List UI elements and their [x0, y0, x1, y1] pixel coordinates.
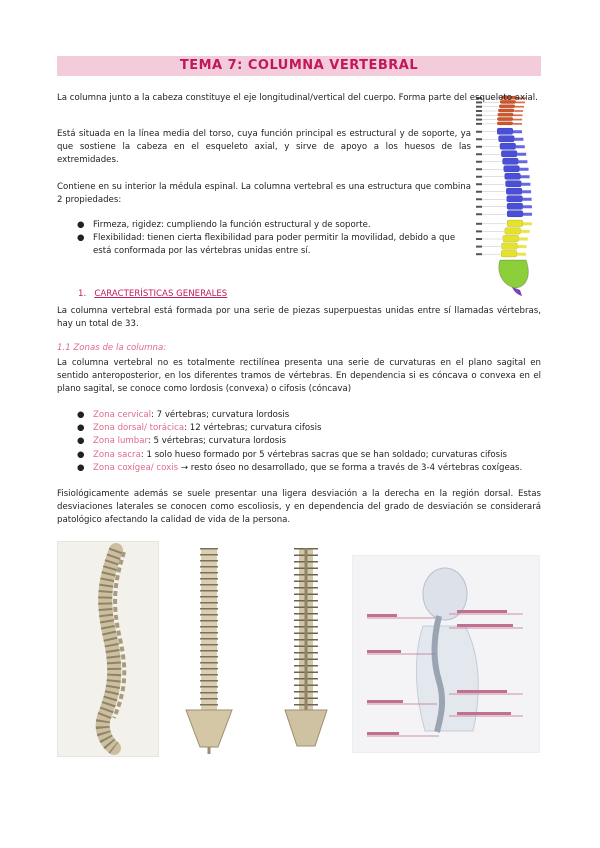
vertebra-process-shape — [514, 114, 523, 116]
zone-item: ● Zona dorsal/ torácica: 12 vértebras; curvatura cifosis — [77, 423, 322, 434]
list-item: ● Flexibilidad: tienen cierta flexibilidad para poder permitir la movilidad, debido a que está conformada por las vértebras unidas entre sí. — [77, 233, 456, 257]
vertebra-process-shape — [523, 213, 532, 216]
vertebra-shape — [497, 117, 513, 120]
vertebra-shape — [507, 196, 523, 203]
vertebra-process-shape — [523, 198, 532, 201]
page-title: TEMA 7: COLUMNA VERTEBRAL — [179, 58, 419, 73]
label-mark — [476, 161, 482, 163]
vertebra-shape — [498, 109, 514, 112]
vertebra-shape — [505, 228, 521, 235]
zone-item: ● Zona cervical: 7 vértebras; curvatura lordosis — [77, 410, 290, 420]
section-paragraph-2: La columna vertebral no es totalmente rectilínea presenta una serie de curvaturas en el plano sagital en sentido anteroposterior, en los diferentes tramos de vértebras. En dependencia si es cóncava o convexa en el plano sagital, se conoce como lordosis (convexa) o cifosis (cóncava) — [57, 358, 541, 395]
label-mark — [476, 206, 482, 208]
label-mark — [476, 153, 482, 155]
vertebra-shape — [505, 181, 521, 188]
vertebra-shape — [498, 136, 514, 143]
label-mark — [476, 191, 482, 193]
vertebra-process-shape — [513, 119, 522, 121]
vertebra-shape — [507, 203, 523, 210]
label-mark — [476, 176, 482, 178]
section-heading: 1. CARACTERÍSTICAS GENERALES — [78, 289, 228, 299]
vertebra-process-shape — [517, 253, 526, 256]
vertebra-shape — [498, 113, 514, 116]
vertebra-shape — [502, 158, 518, 165]
vertebra-process-shape — [515, 106, 524, 108]
vertebra-process-shape — [523, 222, 532, 225]
label-mark — [476, 146, 482, 148]
vertebra-shape — [507, 220, 523, 227]
vertebra-process-shape — [520, 168, 529, 171]
label-mark — [476, 106, 482, 108]
vertebra-shape — [497, 128, 513, 135]
label-mark — [476, 110, 482, 112]
subsection-heading: 1.1 Zonas de la columna: — [57, 343, 167, 353]
properties-list — [75, 219, 471, 259]
label-mark — [476, 198, 482, 200]
vertebra-process-shape — [522, 190, 531, 193]
label-mark — [476, 123, 482, 125]
spine-color-illustration — [474, 92, 546, 300]
list-item: ● Firmeza, rigidez: cumpliendo la función estructural y de soporte. — [77, 220, 371, 230]
vertebra-process-shape — [513, 123, 522, 125]
spine-curvatures-diagram — [352, 555, 540, 753]
spine-posterior-image — [262, 541, 350, 757]
section-paragraph-3: Fisiológicamente además se suele presentar una ligera desviación a la derecha en la región dorsal. Estas desviaciones laterales se conocen como escoliosis, y en dependencia del grado de desviación se considerará patológico afectando la calidad de vida de la persona. — [57, 489, 541, 526]
label-mark — [476, 183, 482, 185]
sacrum-shape — [499, 260, 529, 288]
label-mark — [476, 246, 482, 248]
label-mark — [476, 119, 482, 121]
zone-item: ● Zona lumbar: 5 vértebras; curvatura lordosis — [77, 436, 287, 447]
vertebra-process-shape — [521, 183, 530, 186]
label-mark — [476, 213, 482, 215]
spine-anterior-image — [163, 541, 255, 757]
vertebra-shape — [501, 243, 517, 250]
vertebra-process-shape — [521, 230, 530, 233]
vertebra-process-shape — [519, 237, 528, 240]
label-mark — [476, 138, 482, 140]
spine-lateral-image — [57, 541, 159, 757]
zone-item: ● Zona coxígea/ coxis → resto óseo no desarrollado, que se forma a través de 3-4 vértebras coxígeas. — [77, 462, 523, 473]
vertebra-process-shape — [523, 205, 532, 208]
vertebra-process-shape — [516, 145, 525, 148]
vertebra-process-shape — [521, 175, 530, 178]
label-mark — [476, 238, 482, 240]
intro-paragraph-1: La columna junto a la cabeza constituye el eje longitudinal/vertical del cuerpo. Forma parte del esqueleto axial. — [57, 93, 538, 103]
label-mark — [476, 223, 482, 225]
vertebra-shape — [505, 173, 521, 180]
zones-list — [75, 409, 541, 475]
label-mark — [476, 131, 482, 133]
label-mark — [476, 230, 482, 232]
vertebra-shape — [507, 211, 523, 218]
intro-paragraph-2: Está situada en la línea media del torso, cuya función principal es estructural y de soporte, ya que sostiene la cabeza en el esqueleto axial, y sirve de apoyo a los huesos de las extremidades. — [57, 129, 471, 166]
vertebra-shape — [501, 250, 517, 257]
label-mark — [476, 114, 482, 116]
intro-paragraph-3: Contiene en su interior la médula espinal. La columna vertebral es una estructura que combina 2 propiedades: — [57, 182, 471, 206]
vertebra-shape — [504, 166, 520, 173]
vertebra-process-shape — [514, 110, 523, 112]
vertebra-process-shape — [514, 138, 523, 141]
vertebra-shape — [506, 188, 522, 195]
title-bar — [57, 56, 541, 76]
zone-item: ● Zona sacra: 1 solo hueso formado por 5 vértebras sacras que se han soldado; curvaturas cifosis — [77, 449, 507, 460]
label-mark — [476, 253, 482, 255]
vertebra-shape — [497, 122, 513, 125]
coccyx-shape — [512, 287, 522, 296]
vertebra-shape — [503, 235, 519, 242]
section-paragraph-1: La columna vertebral está formada por una serie de piezas superpuestas unidas entre sí llamadas vértebras, hay un total de 33. — [57, 306, 541, 330]
vertebra-shape — [500, 143, 516, 150]
vertebra-process-shape — [518, 160, 527, 163]
vertebra-process-shape — [517, 245, 526, 248]
label-mark — [476, 168, 482, 170]
vertebra-process-shape — [513, 130, 522, 133]
vertebra-process-shape — [517, 153, 526, 156]
vertebra-shape — [501, 151, 517, 158]
